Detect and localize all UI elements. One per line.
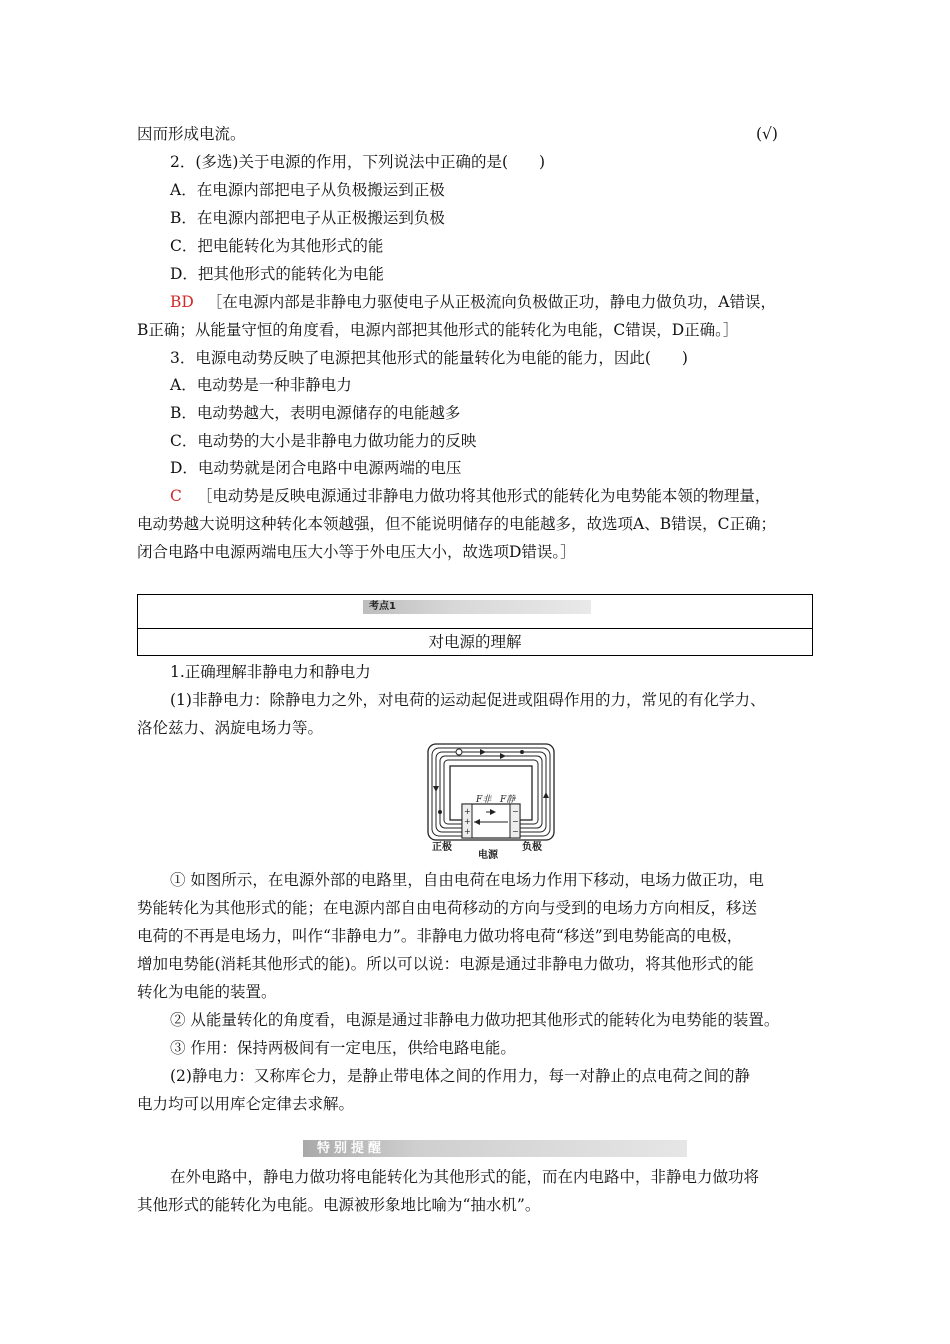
option-2d: D．把其他形式的能转化为电能	[170, 265, 384, 283]
tip-label: 特别提醒	[317, 1141, 386, 1156]
question-2: 2．(多选)关于电源的作用，下列说法中正确的是( )	[170, 153, 546, 171]
svg-text:+: +	[464, 827, 471, 836]
section-box	[137, 594, 813, 656]
subheading: 1.正确理解非静电力和静电力	[170, 663, 371, 681]
answer-2-text-cont: B正确；从能量守恒的角度看，电源内部把其他形式的能转化为电能，C错误，D正确。］	[137, 321, 739, 339]
f-static-label: F静	[500, 795, 516, 805]
answer-3-key: C	[170, 487, 182, 505]
text-line: 因而形成电流。	[137, 125, 246, 143]
paragraph: 洛伦兹力、涡旋电场力等。	[137, 719, 324, 737]
answer-3	[170, 486, 770, 506]
check-mark: (√)	[756, 125, 778, 143]
paragraph: 增加电势能(消耗其他形式的能)。所以可以说：电源是通过非静电力做功，将其他形式的能	[137, 955, 754, 973]
paragraph: 电力均可以用库仑定律去求解。	[137, 1095, 355, 1113]
svg-text:−: −	[512, 827, 519, 836]
option-3a: A．电动势是一种非静电力	[170, 376, 352, 394]
option-2b: B．在电源内部把电子从正极搬运到负极	[170, 209, 445, 227]
paragraph: 转化为电能的装置。	[137, 983, 277, 1001]
answer-2-key: BD	[170, 293, 194, 311]
tip-text: 其他形式的能转化为电能。电源被形象地比喻为“抽水机”。	[137, 1196, 541, 1214]
power-source-figure	[426, 742, 556, 860]
question-3: 3．电源电动势反映了电源把其他形式的能量转化为电能的能力，因此( )	[170, 349, 688, 367]
option-2a: A．在电源内部把电子从负极搬运到正极	[170, 181, 445, 199]
svg-text:+: +	[464, 817, 471, 826]
option-3b: B．电动势越大，表明电源储存的电能越多	[170, 404, 461, 422]
negative-pole-label: 负极	[522, 842, 542, 853]
tip-text: 在外电路中，静电力做功将电能转化为其他形式的能，而在内电路中，非静电力做功将	[170, 1168, 760, 1186]
source-label: 电源	[478, 850, 498, 860]
option-2c: C．把电能转化为其他形式的能	[170, 237, 384, 255]
circuit-diagram	[426, 742, 556, 860]
paragraph: 电荷的不再是电场力，叫作“非静电力”。非静电力做功将电荷“移送”到电势能高的电极，	[137, 927, 743, 945]
option-3d: D．电动势就是闭合电路中电源两端的电压	[170, 459, 462, 477]
section-tag	[363, 600, 591, 614]
positive-pole-label: 正极	[432, 842, 452, 853]
tip-banner	[303, 1140, 687, 1157]
section-title: 对电源的理解	[428, 633, 522, 651]
svg-text:−: −	[512, 807, 519, 816]
option-3c: C．电动势的大小是非静电力做功能力的反映	[170, 432, 477, 450]
paragraph: ③ 作用：保持两极间有一定电压，供给电路电能。	[170, 1039, 516, 1057]
f-nonstatic-label: F非	[476, 795, 492, 805]
answer-2-text: ［在电源内部是非静电力驱使电子从正极流向负极做正功，静电力做负功，A错误，	[206, 293, 776, 311]
paragraph: (2)静电力：又称库仑力，是静止带电体之间的作用力，每一对静止的点电荷之间的静	[170, 1067, 750, 1085]
answer-3-text-cont: 电动势越大说明这种转化本领越强，但不能说明储存的电能越多，故选项A、B错误，C正确；	[137, 515, 776, 533]
answer-2	[170, 292, 776, 312]
paragraph: ② 从能量转化的角度看，电源是通过非静电力做功把其他形式的能转化为电势能的装置。	[170, 1011, 780, 1029]
answer-3-text: ［电动势是反映电源通过非静电力做功将其他形式的能转化为电势能本领的物理量，	[196, 487, 771, 505]
svg-text:−: −	[512, 817, 519, 826]
paragraph: 势能转化为其他形式的能；在电源内部自由电荷移动的方向与受到的电场力方向相反，移送	[137, 899, 758, 917]
paragraph: (1)非静电力：除静电力之外，对电荷的运动起促进或阻碍作用的力，常见的有化学力、	[170, 691, 766, 709]
answer-3-text-cont: 闭合电路中电源两端电压大小等于外电压大小，故选项D错误。］	[137, 543, 576, 561]
section-header	[138, 595, 812, 629]
section-tag-label: 考点1	[369, 601, 396, 612]
paragraph: ① 如图所示，在电源外部的电路里，自由电荷在电场力作用下移动，电场力做正功，电	[170, 871, 764, 889]
svg-text:+: +	[464, 807, 471, 816]
